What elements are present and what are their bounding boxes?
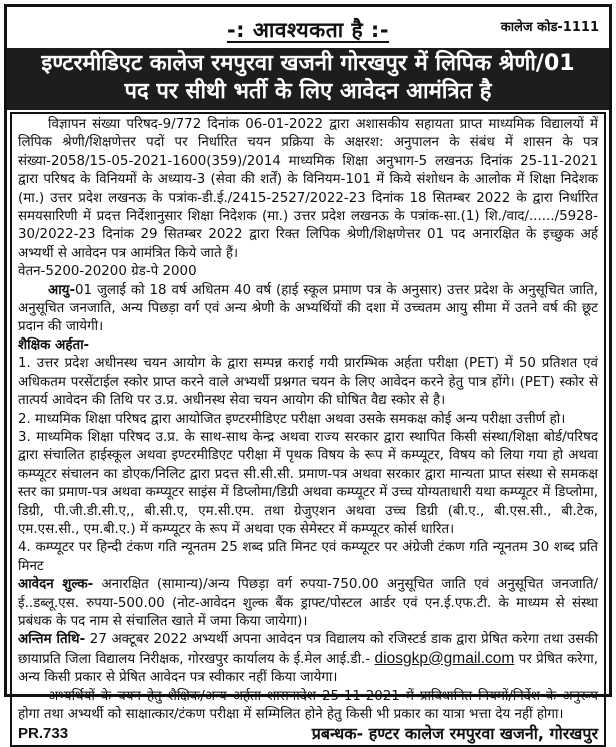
education-heading: [18, 337, 598, 355]
pay-scale-line: वेतन-5200-20200 ग्रेड-पे 2000: [18, 264, 197, 280]
fee-paragraph: [18, 576, 598, 631]
fee-text: अनारक्षित (सामान्य)/अन्य पिछड़ा वर्ग रुपया-750.00 अनुसूचित जाति एवं अनुसूचित जनजाति/ई..डब्लू.एस. रुपया-500.00 (नोट-आवेदन शुल्क बैंक ड्राफ्ट/पोस्टल आर्डर एवं एन.ई.एफ.टी. के माध्यम से संस्था प्रबंधक के पद नाम से संचालित खाते में जमा किया जायेगा)।: [18, 577, 598, 629]
email-link[interactable]: diosgkp@gmail.com: [374, 649, 515, 667]
age-paragraph: [18, 282, 598, 337]
eligibility-item-4: 4. कम्प्यूटर पर हिन्दी टंकण गति न्यूनतम 25 शब्द प्रति मिनट एवं कम्प्यूटर पर अंग्रेजी टंकण गति न्यूनतम 30 शब्द प्रति मिनट: [18, 540, 598, 574]
age-label: आयु-: [48, 282, 76, 298]
education-heading-label: शैक्षिक अर्हता-: [18, 337, 90, 353]
intro-paragraph: विज्ञापन संख्या परिषद-9/772 दिनांक 06-01-2022 द्वारा अशासकीय सहायता प्राप्त माध्यमिक विद्यालयों में लिपिक श्रेणी/शिक्षणेत्तर पदों पर निर्धारित चयन प्रक्रिया के अक्षरश: अनुपालन के संबंध में शासन के पत्र संख्या-2058/15-05-2021-1600(359)/2014 माध्यमिक शिक्षा अनुभाग-5 लखनऊ दिनांक 25-11-2021 द्वारा परिषद के विनियमों के अध्याय-3 (सेवा की शर्तें) के विनियम-101 में किये संशोधन के आलोक में शिक्षा निदेशक (मा.) उत्तर प्रदेश लखनऊ के पत्रांक-डी.ई./2415-2527/2022-23 दिनांक 18 सितम्बर 2022 के द्वारा निर्धारित समयसारिणी में प्रदत्त निर्देशानुसार शिक्षा निदेशक (मा.) उत्तर प्रदेश लखनऊ के पत्रांक-सा.(1) शि./वाद/....../5928-30/2022-23 दिनांक 29 सितम्बर 2022 द्वारा रिक्त लिपिक श्रेणी/शिक्षणेत्तर 01 पद अनारक्षित के इच्छुक अर्ह अभ्यर्थी से आवेदन पत्र आमंत्रित किये जाते हैं।: [18, 117, 598, 261]
notice-outer-frame: [4, 4, 612, 744]
deadline-text-after-email: पर प्रेषित करेगा, अन्य किसी प्रकार से प्रेषित आवेदन पत्र स्वीकार नहीं किया जायेगा।: [18, 651, 598, 686]
deadline-label: अन्तिम तिथि-: [18, 632, 86, 648]
notice-header: [7, 7, 609, 48]
fee-label: आवेदन शुल्क-: [18, 577, 94, 593]
headline-line-2: पद पर सीथी भर्ती के लिए आवेदन आमंत्रित है: [124, 79, 492, 104]
age-text: 01 जुलाई को 18 वर्ष अधितम 40 वर्ष (हाई स्कूल प्रमाण पत्र के अनुसार) उत्तर प्रदेश के अनुसूचित जाति, अनुसूचित जनजाति, अन्य पिछड़ा वर्ग एवं अन्य श्रेणी के अभ्यर्थियों की दशा में उच्चतम आयु सीमा में उतने वर्ष की छूट प्रदान की जायेगी।: [18, 282, 598, 335]
headline-banner: [7, 48, 609, 110]
headline-line-1: इण्टरमीडिएट कालेज रमपुरवा खजनी गोरखपुर में लिपिक श्रेणी/01: [41, 51, 575, 76]
manager-signature: प्रबन्धक- हण्टर कालेज रमपुरवा खजनी, गोरखपुर: [311, 724, 598, 744]
notice-page: [4, 4, 612, 744]
footer-row: [18, 725, 598, 743]
closing-paragraph: अभ्यर्थियों के चयन हेतु शैक्षिक/अन्य अर्हता शासनादेश 25-11-2021 में प्राविधानित नियमों/निर्देश के अनुरूप होगा तथा अभ्यर्थी को साक्षात्कार/टंकण परीक्षा में सम्मिलित होने हेतु किसी भी प्रकार का यात्रा भत्ता देय नहीं होगा।: [18, 688, 598, 722]
college-code-label: कालेज कोड-1111: [500, 20, 599, 35]
page-title: -: आवश्यकता है :-: [226, 18, 390, 42]
eligibility-item-3: 3. माध्यमिक शिक्षा परिषद उ.प्र. के साथ-साथ केन्द्र अथवा राज्य सरकार द्वारा स्थापित किसी संस्था/शिक्षा बोर्ड/परिषद द्वारा संचालित हाईस्कूल अथवा इण्टरमीडिएट परीक्षा में पृथक विषय के रूप में कम्प्यूटर, विषय को लिया गया हो अथवा कम्प्यूटर संचालन का डोएक/निलिट द्वारा प्रदत्त सी.सी.सी. प्रमाण-पत्र अथवा सरकार द्वारा मान्यता प्राप्त संस्था से समकक्ष स्तर का प्रमाण-पत्र अथवा कम्प्यूटर साइंस में डिप्लोमा/डिग्री अथवा कम्प्यूटर में उच्च योग्यताधारी यथा कम्प्यूटर में डिप्लोमा, डिग्री, पी.जी.डी.सी.ए,, बी.सी.ए, एम.सी.एम. तथा ग्रेजुएशन अथवा उच्च डिग्री (बी.ए., बी.एस.सी., बी.टेक, एम.एस.सी., एम.बी.ए.) में कम्प्यूटर के रूप में अथवा एक सेमेस्टर में कम्प्यूटर कोर्स धारित।: [18, 429, 598, 537]
deadline-text-before-email: 27 अक्टूबर 2022 अभ्यर्थी अपना आवेदन पत्र विद्यालय को रजिस्टर्ड डाक द्वारा प्रेषित करेगा तथा उसकी छायाप्रति जिला विद्यालय निरीक्षक, गोरखपुर कार्यालय के ई.मेल आई.डी.-: [18, 632, 598, 667]
deadline-paragraph: [18, 631, 598, 687]
notice-body: [10, 112, 606, 747]
pr-number: PR.733: [18, 725, 69, 743]
eligibility-item-1: 1. उत्तर प्रदेश अधीनस्थ चयन आयोग के द्वारा सम्पन्न कराई गयी प्रारम्भिक अर्हता परीक्षा (PET) में 50 प्रतिशत एवं अधिकतम परसेंटाईल स्कोर प्राप्त करने वाले अभ्यर्थी प्रश्नगत चयन के लिए आवेदन करने हेतु पात्र होंगे। (PET) स्कोर से तात्पर्य आवेदन की तिथि पर उ.प्र. अधीनस्थ सेवा चयन आयोग की घोषित वैद्य स्कोर से है।: [18, 356, 598, 409]
eligibility-item-2: 2. माध्यमिक शिक्षा परिषद द्वारा आयोजित इण्टरमीडिएट परीक्षा अथवा उसके समकक्ष कोई अन्य परीक्षा उत्तीर्ण हो।: [18, 411, 566, 427]
